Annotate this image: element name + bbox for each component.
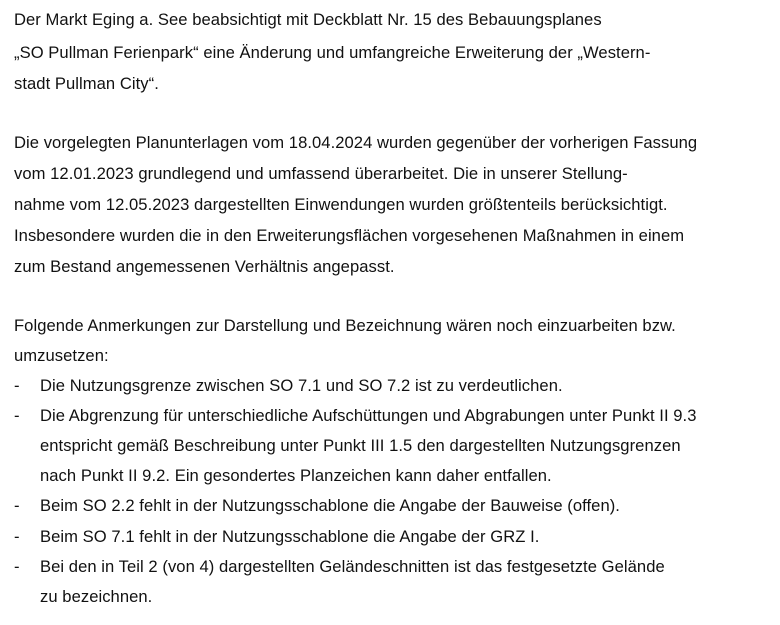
bullet-marker: - bbox=[14, 376, 20, 395]
paragraph-1-line-1: Der Markt Eging a. See beabsichtigt mit Deckblatt Nr. 15 des Bebauungsplanes bbox=[14, 10, 602, 29]
bullet-2-line-2: entspricht gemäß Beschreibung unter Punkt III 1.5 den dargestellten Nutzungsgrenzen bbox=[40, 436, 681, 455]
bullet-3-line-1: Beim SO 2.2 fehlt in der Nutzungsschablone die Angabe der Bauweise (offen). bbox=[40, 496, 620, 515]
paragraph-3-line-2: umzusetzen: bbox=[14, 346, 109, 365]
paragraph-2-line-3: nahme vom 12.05.2023 dargestellten Einwendungen wurden größtenteils berücksichtigt. bbox=[14, 195, 668, 214]
paragraph-1-line-2: „SO Pullman Ferienpark“ eine Änderung und umfangreiche Erweiterung der „Western- bbox=[14, 43, 651, 62]
bullet-2-line-1: Die Abgrenzung für unterschiedliche Aufschüttungen und Abgrabungen unter Punkt II 9.3 bbox=[40, 406, 697, 425]
paragraph-2-line-5: zum Bestand angemessenen Verhältnis angepasst. bbox=[14, 257, 395, 276]
bullet-marker: - bbox=[14, 406, 20, 425]
bullet-2-line-3: nach Punkt II 9.2. Ein gesondertes Planzeichen kann daher entfallen. bbox=[40, 466, 552, 485]
paragraph-1-line-3: stadt Pullman City“. bbox=[14, 74, 159, 93]
bullet-marker: - bbox=[14, 496, 20, 515]
bullet-marker: - bbox=[14, 527, 20, 546]
bullet-1-line-1: Die Nutzungsgrenze zwischen SO 7.1 und SO 7.2 ist zu verdeutlichen. bbox=[40, 376, 563, 395]
paragraph-2-line-4: Insbesondere wurden die in den Erweiterungsflächen vorgesehenen Maßnahmen in einem bbox=[14, 226, 685, 245]
bullet-4-line-1: Beim SO 7.1 fehlt in der Nutzungsschablone die Angabe der GRZ I. bbox=[40, 527, 540, 546]
bullet-marker: - bbox=[14, 557, 20, 576]
paragraph-2-line-2: vom 12.01.2023 grundlegend und umfassend überarbeitet. Die in unserer Stellung- bbox=[14, 164, 628, 183]
paragraph-2-line-1: Die vorgelegten Planunterlagen vom 18.04.2024 wurden gegenüber der vorherigen Fassung bbox=[14, 133, 698, 152]
bullet-5-line-1: Bei den in Teil 2 (von 4) dargestellten Geländeschnitten ist das festgesetzte Gelände bbox=[40, 557, 665, 576]
bullet-5-line-2: zu bezeichnen. bbox=[40, 587, 153, 606]
paragraph-3-line-1: Folgende Anmerkungen zur Darstellung und Bezeichnung wären noch einzuarbeiten bzw. bbox=[14, 316, 676, 335]
